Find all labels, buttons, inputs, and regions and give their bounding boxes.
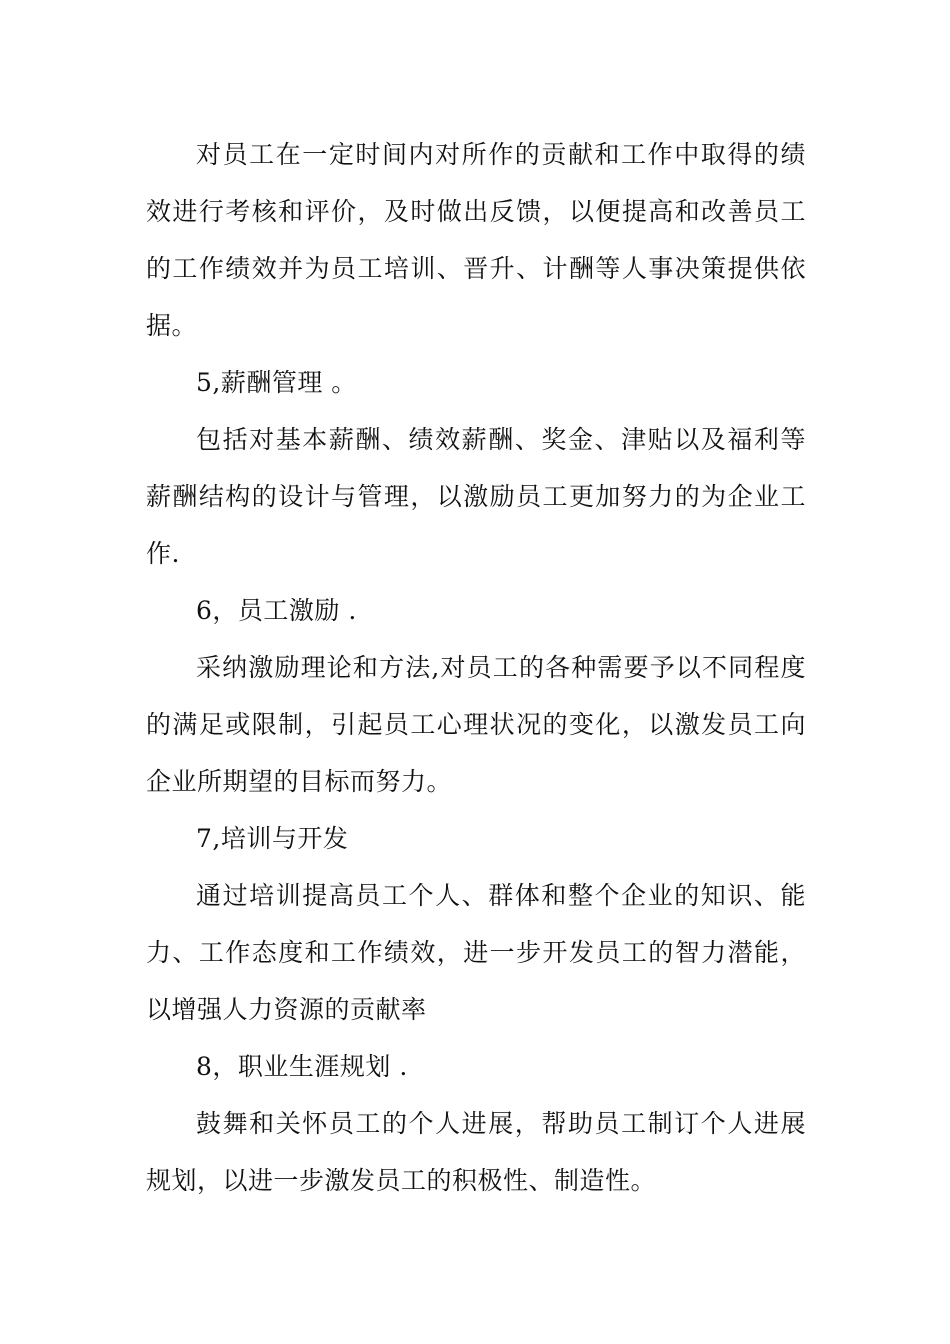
paragraph-performance-appraisal: 对员工在一定时间内对所作的贡献和工作中取得的绩效进行考核和评价，及时做出反馈，以便提高和改善员工的工作绩效并为员工培训、晋升、计酬等人事决策提供依据。 <box>146 140 806 340</box>
heading-career-planning: 8，职业生涯规划 . <box>196 1052 408 1081</box>
paragraph-training-development: 通过培训提高员工个人、群体和整个企业的知识、能力、工作态度和工作绩效，进一步开发员工的智力潜能，以增强人力资源的贡献率 <box>146 881 806 1024</box>
paragraph-compensation-management: 包括对基本薪酬、绩效薪酬、奖金、津贴以及福利等薪酬结构的设计与管理，以激励员工更加努力的为企业工作. <box>146 425 806 568</box>
heading-compensation-management: 5,薪酬管理 。 <box>196 368 357 397</box>
heading-employee-motivation: 6，员工激励 . <box>196 596 357 625</box>
paragraph-employee-motivation: 采纳激励理论和方法,对员工的各种需要予以不同程度的满足或限制，引起员工心理状况的变化，以激发员工向企业所期望的目标而努力。 <box>146 653 806 796</box>
document-body <box>146 126 806 1209</box>
paragraph-career-planning: 鼓舞和关怀员工的个人进展，帮助员工制订个人进展规划，以进一步激发员工的积极性、制造性。 <box>146 1109 806 1195</box>
heading-training-development: 7,培训与开发 <box>196 824 349 853</box>
